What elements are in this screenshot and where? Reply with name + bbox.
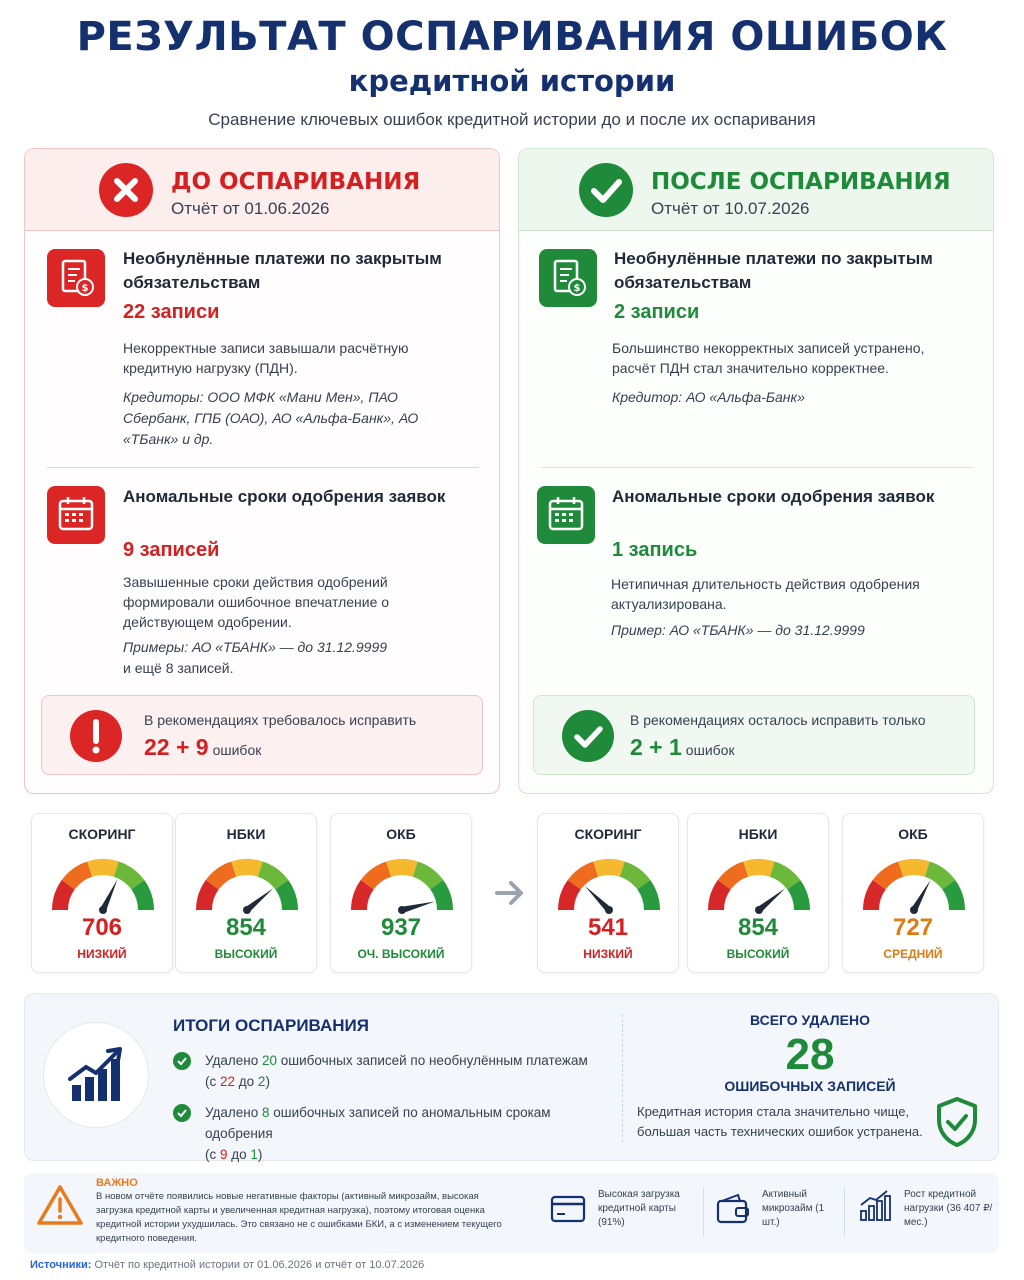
total-sub: ОШИБОЧНЫХ ЗАПИСЕЙ: [724, 1078, 896, 1094]
total-value: 28: [785, 1030, 835, 1079]
page-subtitle: Сравнение ключевых ошибок кредитной истории до и после их оспаривания: [208, 110, 816, 129]
gauge-label: НБКИ: [738, 826, 778, 842]
gauge-value: 727: [892, 914, 934, 941]
gauge-category: НИЗКИЙ: [583, 947, 633, 961]
gauge-dial: [859, 848, 969, 918]
wallet-icon: [716, 1193, 750, 1230]
sources: Источники: Отчёт по кредитной истории от 01.06.2026 и отчёт от 10.07.2026: [30, 1259, 425, 1271]
growth-chart-icon: [858, 1189, 892, 1228]
gauge-value: 854: [737, 914, 779, 941]
total-note: Кредитная история стала значительно чище, большая часть технических ошибок устранена.: [637, 1104, 923, 1139]
calendar-icon: [47, 486, 105, 544]
after-header: [519, 149, 993, 231]
gauge-label: ОКБ: [898, 826, 928, 842]
before-rec-value: 22 + 9 ошибок: [144, 734, 262, 760]
check-icon: [173, 1104, 191, 1122]
document-payment-icon: [47, 249, 105, 307]
gauge-dial: [704, 848, 814, 918]
before-header: [25, 149, 499, 231]
summary-line-2: Удалено 8 ошибочных записей по аномальным срокам одобрения (с 9 до 1): [205, 1105, 551, 1162]
gauge-value: 706: [81, 914, 123, 941]
score-gauge-card: [687, 813, 829, 973]
page-title: РЕЗУЛЬТАТ ОСПАРИВАНИЯ ОШИБОК: [76, 14, 948, 60]
after-rec-text: В рекомендациях осталось исправить только: [630, 712, 926, 728]
after-item2-title: Аномальные сроки одобрения заявок: [612, 487, 935, 506]
shield-check-icon: [935, 1096, 979, 1153]
after-item1-title: Необнулённые платежи по закрытым обязательствам: [614, 249, 933, 292]
check-icon: [562, 710, 614, 762]
before-item2-note: Примеры: АО «ТБАНК» — до 31.12.9999 и ещё 8 записей.: [123, 639, 388, 676]
summary-title: ИТОГИ ОСПАРИВАНИЯ: [173, 1016, 369, 1035]
gauge-value: 541: [587, 914, 629, 941]
document-payment-icon: [539, 249, 597, 307]
after-title: ПОСЛЕ ОСПАРИВАНИЯ: [651, 169, 951, 195]
score-gauge-card: [175, 813, 317, 973]
after-recommendation: [533, 695, 975, 775]
score-gauge-card: [842, 813, 984, 973]
score-gauge-card: [31, 813, 173, 973]
after-item2-count: 1 запись: [612, 539, 698, 561]
total-label: ВСЕГО УДАЛЕНО: [750, 1012, 870, 1028]
close-icon: [99, 163, 153, 217]
after-panel: [518, 148, 994, 794]
growth-chart-icon: [43, 1022, 149, 1128]
gauge-dial: [554, 848, 664, 918]
after-date: Отчёт от 10.07.2026: [651, 199, 810, 218]
divider: [622, 1014, 623, 1142]
calendar-icon: [537, 486, 595, 544]
factor-text-3: Рост кредитной нагрузки (36 407 ₽/мес.): [904, 1189, 993, 1228]
svg-text:$: $: [573, 283, 581, 294]
warning-text: В новом отчёте появились новые негативные факторы (активный микрозайм, высокая загрузка кредитной карты и увеличенная кредитная нагрузка), поэтому итоговая оценка кредитной истории ухудшилась. Это связано не с ошибками БКИ, а с изменением текущего кредитного поведения.: [96, 1191, 502, 1244]
before-panel: [24, 148, 500, 794]
divider: [703, 1187, 704, 1237]
score-gauge-card: [537, 813, 679, 973]
warning-icon: [36, 1183, 84, 1232]
factor-text-1: Высокая загрузка кредитной карты (91%): [598, 1189, 680, 1228]
page-title-line2: кредитной истории: [348, 64, 676, 98]
warning-title: ВАЖНО: [96, 1177, 138, 1189]
alert-icon: [70, 710, 122, 762]
gauge-category: СРЕДНИЙ: [883, 947, 943, 961]
svg-text:$: $: [81, 283, 89, 294]
score-gauge-card: [330, 813, 472, 973]
before-item1-count: 22 записи: [123, 301, 220, 323]
gauge-needle: [401, 902, 435, 914]
summary-panel: [24, 993, 999, 1161]
gauge-dial: [192, 848, 302, 918]
before-item2-count: 9 записей: [123, 539, 220, 561]
before-recommendation: [41, 695, 483, 775]
check-icon: [173, 1052, 191, 1070]
gauge-dial: [48, 848, 158, 918]
factor-text-2: Активный микрозайм (1 шт.): [762, 1189, 825, 1228]
after-item2-note: Пример: АО «ТБАНК» — до 31.12.9999: [611, 622, 865, 638]
gauge-dial: [347, 848, 457, 918]
gauge-category: НИЗКИЙ: [77, 947, 127, 961]
credit-card-icon: [550, 1195, 586, 1228]
gauge-label: СКОРИНГ: [68, 826, 136, 842]
summary-line-1: Удалено 20 ошибочных записей по необнулённым платежам (с 22 до 2): [205, 1053, 588, 1089]
divider: [541, 467, 973, 468]
gauge-category: ОЧ. ВЫСОКИЙ: [357, 947, 445, 961]
after-item1-note: Кредитор: АО «Альфа-Банк»: [612, 389, 805, 405]
before-item2-title: Аномальные сроки одобрения заявок: [123, 487, 446, 506]
before-item1-title: Необнулённые платежи по закрытым обязательствам: [123, 249, 442, 292]
before-rec-text: В рекомендациях требовалось исправить: [144, 712, 417, 728]
before-item2-text: Завышенные сроки действия одобрений формировали ошибочное впечатление о действующем одобрении.: [123, 574, 390, 630]
after-item1-count: 2 записи: [614, 301, 700, 323]
divider: [47, 467, 479, 468]
divider: [844, 1187, 845, 1237]
after-item1-text: Большинство некорректных записей устранено, расчёт ПДН стал значительно корректнее.: [612, 340, 925, 376]
gauge-value: 854: [225, 914, 267, 941]
warning-panel: [24, 1173, 999, 1253]
gauge-value: 937: [380, 914, 422, 941]
arrow-right-icon: [493, 878, 527, 916]
before-item1-text: Некорректные записи завышали расчётную кредитную нагрузку (ПДН).: [123, 340, 409, 376]
after-rec-value: 2 + 1 ошибок: [630, 734, 735, 760]
gauge-label: НБКИ: [226, 826, 266, 842]
after-item2-text: Нетипичная длительность действия одобрения актуализирована.: [611, 576, 920, 612]
gauge-label: ОКБ: [386, 826, 416, 842]
gauge-label: СКОРИНГ: [574, 826, 642, 842]
before-item1-note: Кредиторы: ООО МФК «Мани Мен», ПАО Сбербанк, ГПБ (ОАО), АО «Альфа-Банк», АО «ТБанк» и др.: [123, 389, 419, 447]
check-icon: [579, 163, 633, 217]
before-title: ДО ОСПАРИВАНИЯ: [171, 169, 421, 195]
gauge-category: ВЫСОКИЙ: [726, 947, 790, 961]
before-date: Отчёт от 01.06.2026: [171, 199, 330, 218]
gauge-category: ВЫСОКИЙ: [214, 947, 278, 961]
